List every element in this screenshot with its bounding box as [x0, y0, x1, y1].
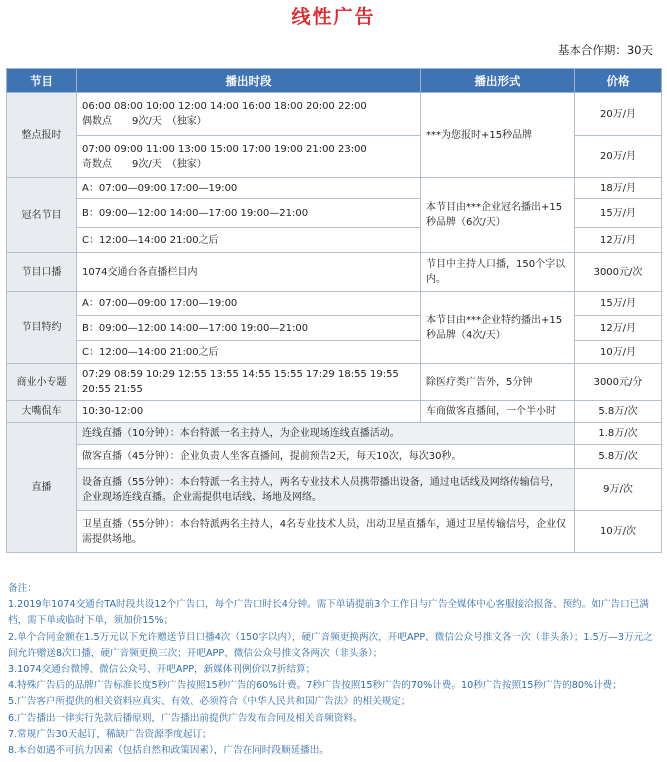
table-row [7, 364, 662, 401]
time-cell: B：09:00—12:00 14:00—17:00 19:00—21:00 [77, 316, 421, 341]
price-cell: 3000元/次 [575, 253, 662, 292]
price-cell: 5.8万/次 [575, 401, 662, 423]
format-cell: 节目中主持人口播，150个字以内。 [421, 253, 575, 292]
program-cell: 商业小专题 [7, 364, 77, 401]
table-header-row [7, 69, 662, 93]
program-cell: 直播 [7, 423, 77, 553]
table-row [7, 178, 662, 199]
ad-price-table [6, 68, 662, 553]
time-cell: A：07:00—09:00 17:00—19:00 [77, 178, 421, 199]
price-cell: 20万/月 [575, 136, 662, 178]
table-row [7, 469, 662, 511]
table-row [7, 445, 662, 469]
price-cell: 1.8万/次 [575, 423, 662, 445]
program-cell: 节目口播 [7, 253, 77, 292]
header-time-slot: 播出时段 [77, 69, 421, 93]
time-cell [77, 136, 421, 178]
live-item-cell: 设备直播（55分钟）：本台特派一名主持人，两名专业技术人员携带播出设备，通过电话线及网络传输信号，企业现场连线直播。企业需提供电话线、场地及网络。 [77, 469, 575, 511]
price-cell: 15万/月 [575, 199, 662, 228]
note-item: 3.1074交通台微博、微信公众号、开吧APP，新媒体刊例价以7折结算； [8, 664, 316, 676]
time-cell: C：12:00—14:00 21:00之后 [77, 228, 421, 253]
time-line: 07:00 09:00 11:00 13:00 15:00 17:00 19:00 21:00 23:00 [82, 143, 367, 155]
time-line: 奇数点 9次/天 （独家） [82, 158, 207, 170]
live-item-cell: 做客直播（45分钟）：企业负责人坐客直播间，提前预告2天，每天10次，每次30秒。 [77, 445, 575, 469]
format-cell: 本节目由***企业冠名播出+15秒品牌（6次/天） [421, 178, 575, 253]
table-row [7, 423, 662, 445]
price-cell: 3000元/分 [575, 364, 662, 401]
time-cell: 07:29 08:59 10:29 12:55 13:55 14:55 15:55 17:29 18:55 19:55 20:55 21:55 [77, 364, 421, 401]
notes-section [8, 581, 660, 759]
time-cell: C：12:00—14:00 21:00之后 [77, 341, 421, 364]
time-cell: 1074交通台各直播栏目内 [77, 253, 421, 292]
program-cell: 节目特约 [7, 292, 77, 364]
format-cell: 本节目由***企业特约播出+15秒品牌（4次/天） [421, 292, 575, 364]
time-cell: 10:30-12:00 [77, 401, 421, 423]
note-item: 8.本台如遇不可抗力因素（包括自然和政策因素），广告在同时段顺延播出。 [8, 745, 329, 757]
table-row [7, 511, 662, 553]
header-program: 节目 [7, 69, 77, 93]
cooperation-period: 基本合作期：30天 [557, 43, 653, 57]
table-row [7, 401, 662, 423]
price-cell: 20万/月 [575, 93, 662, 136]
time-cell: B：09:00—12:00 14:00—17:00 19:00—21:00 [77, 199, 421, 228]
time-line: 06:00 08:00 10:00 12:00 14:00 16:00 18:00 20:00 22:00 [82, 101, 367, 112]
price-cell: 18万/月 [575, 178, 662, 199]
live-item-cell: 连线直播（10分钟）：本台特派一名主持人，为企业现场连线直播活动。 [77, 423, 575, 445]
time-cell: A：07:00—09:00 17:00—19:00 [77, 292, 421, 316]
table-row [7, 253, 662, 292]
table-row [7, 292, 662, 316]
table-row [7, 93, 662, 136]
price-cell: 15万/月 [575, 292, 662, 316]
format-cell: 除医疗类广告外，5分钟 [421, 364, 575, 401]
program-cell: 冠名节目 [7, 178, 77, 253]
price-cell: 5.8万/次 [575, 445, 662, 469]
price-cell: 9万/次 [575, 469, 662, 511]
price-cell: 12万/月 [575, 316, 662, 341]
live-item-cell: 卫星直播（55分钟）：本台特派两名主持人，4名专业技术人员，出动卫星直播车，通过卫星传输信号，企业仅需提供场地。 [77, 511, 575, 553]
note-item: 5.广告客户所提供的相关资料应真实、有效、必须符合《中华人民共和国广告法》的相关规定； [8, 696, 411, 708]
format-cell: ***为您报时+15秒品牌 [421, 93, 575, 178]
note-item: 1.2019年1074交通台TA时段共设12个广告口，每个广告口时长4分钟。需下单请提前3个工作日与广告全媒体中心客服接洽报备、预约。如广告口已满档，需下单或临时下单，须加价15%； [8, 599, 649, 627]
price-cell: 10万/月 [575, 341, 662, 364]
page-title: 线性广告 [291, 6, 376, 28]
header-price: 价格 [575, 69, 662, 93]
format-cell: 车商做客直播间，一个半小时 [421, 401, 575, 423]
header-format: 播出形式 [421, 69, 575, 93]
price-cell: 12万/月 [575, 228, 662, 253]
program-cell: 整点报时 [7, 93, 77, 178]
time-cell [77, 93, 421, 136]
price-cell: 10万/次 [575, 511, 662, 553]
notes-heading: 备注： [8, 583, 37, 594]
program-cell: 大嘴侃车 [7, 401, 77, 423]
note-item: 6.广告播出一律实行先款后播原则，广告播出前提供广告发布合同及相关音频资料。 [8, 712, 363, 724]
note-item: 7.常规广告30天起订，稀缺广告资源季度起订； [8, 728, 212, 740]
time-line: 偶数点 9次/天 （独家） [82, 116, 207, 127]
note-item: 4.特殊广告后的品牌广告标准长度5秒广告按照15秒广告的60%计费。7秒广告按照15秒广告的70%计费。10秒广告按照15秒广告的80%计费； [8, 680, 622, 692]
note-item: 2.单个合同金额在1.5万元以下允许赠送节目口播4次（150字以内），硬广音频更换两次，开吧APP、微信公众号推文各一次（非头条）；1.5万—3万元之间允许赠送8次口播，硬广音频更换三次；开吧APP、微信公众号推文各两次（非头条）； [8, 631, 653, 659]
